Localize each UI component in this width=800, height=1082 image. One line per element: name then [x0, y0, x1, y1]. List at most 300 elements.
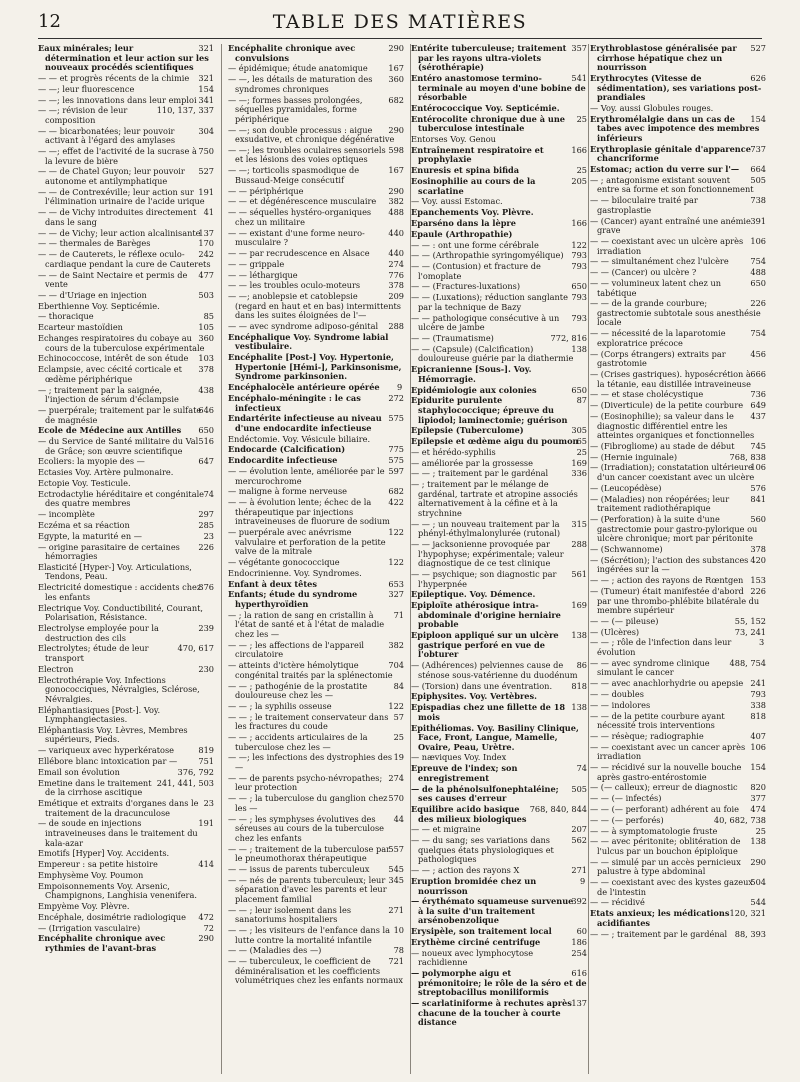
index-entry	[590, 484, 766, 494]
index-entry	[590, 576, 766, 586]
entry-page-ref: 138	[750, 836, 766, 847]
entry-page-ref: 25	[393, 732, 404, 743]
entry-page-ref: 290	[750, 856, 766, 867]
entry-page-ref: 71	[393, 609, 404, 620]
entry-text: Epreuve de l'index; son enregistrement	[411, 763, 518, 783]
index-entry	[411, 601, 587, 630]
entry-text: Electrique Voy. Conductibilité, Courant, Polarisation, Résistance.	[38, 602, 203, 623]
entry-page-ref: 438	[198, 384, 214, 395]
entry-page-ref: 321	[198, 44, 214, 53]
entry-text: Enfants; étude du syndrome hyperthyroïdien	[228, 589, 358, 610]
entry-page-ref: 138	[571, 702, 587, 713]
entry-text: Eberthienne Voy. Septicémie.	[38, 300, 160, 311]
entry-page-ref: 9	[397, 382, 403, 393]
entry-text: — — nés de parents tuberculeux; leur séparation d'avec les parents et leur placement familial	[228, 874, 387, 904]
entry-text: Epilepsie et œdème aigu du poumon	[411, 436, 579, 447]
index-entry	[411, 459, 587, 469]
index-entry	[590, 816, 766, 826]
entry-page-ref: 440	[388, 227, 404, 238]
index-entry	[38, 706, 214, 725]
index-entry	[228, 957, 404, 986]
entry-page-ref: 73, 241	[734, 626, 766, 637]
entry-text: Emetine dans le traitement de la cirrhose ascitique	[38, 777, 152, 798]
entry-page-ref: 19	[393, 752, 404, 763]
entry-text: — — ; traitement par le gardénal	[411, 468, 549, 479]
index-column-4	[590, 44, 766, 1074]
entry-text: — — thermales de Barèges	[38, 238, 151, 249]
index-entry	[411, 293, 587, 312]
entry-text: Endocardite infectieuse	[228, 455, 338, 466]
index-entry	[590, 690, 766, 700]
entry-page-ref: 3	[759, 637, 765, 648]
index-entry	[38, 167, 214, 186]
page-title: TABLE DES MATIÈRES	[272, 11, 528, 33]
entry-page-ref: 105	[198, 322, 214, 333]
entry-page-ref: 422	[388, 497, 404, 508]
entry-page-ref: 153	[750, 575, 766, 586]
entry-text: — — ; les affections de l'appareil circulatoire	[228, 639, 365, 660]
entry-page-ref: 841	[750, 493, 766, 504]
entry-text: — puerpérale avec anévrisme valvulaire et perforation de la petite valve de la mitrale	[228, 527, 386, 557]
entry-page-ref: 169	[571, 457, 587, 468]
index-entry	[590, 701, 766, 711]
entry-text: — améliorée par la grossesse	[411, 457, 533, 468]
index-entry	[590, 495, 766, 514]
entry-page-ref: 472	[198, 911, 214, 922]
entry-page-ref: 650	[571, 281, 587, 292]
index-entry	[590, 545, 766, 555]
entry-text: Electron	[38, 663, 74, 674]
entry-text: Encéphalite chronique avec convulsions	[228, 44, 356, 63]
index-entry	[411, 135, 587, 145]
entry-text: — — ; leur isolement dans les sanatoriums hospitaliers	[228, 904, 352, 925]
index-entry	[590, 909, 766, 928]
entry-text: — — récidivé	[590, 897, 645, 908]
index-entry	[590, 145, 766, 164]
entry-page-ref: 23	[203, 797, 214, 808]
index-entry	[590, 329, 766, 348]
entry-page-ref: 650	[198, 425, 214, 436]
index-entry	[411, 208, 587, 218]
entry-text: Email son évolution	[38, 766, 120, 777]
index-entry	[411, 877, 587, 896]
index-entry	[38, 291, 214, 301]
index-entry	[411, 345, 587, 364]
entry-text: — — ; traitement par le gardénal	[590, 928, 728, 939]
entry-text: — — de Contrexéville; leur action sur l'élimination urinaire de l'acide urique	[38, 186, 205, 207]
index-entry	[228, 353, 404, 382]
index-entry	[590, 453, 766, 463]
entry-page-ref: 649	[750, 400, 766, 411]
entry-text: Eosinophilie au cours de la scarlatine	[411, 176, 536, 196]
entry-text: — — : ont une forme cérébrale	[411, 239, 539, 250]
entry-text: Entérocolite chronique due à une tuberculose intestinale	[411, 113, 565, 134]
index-entry	[228, 865, 404, 875]
index-entry	[590, 44, 766, 73]
index-entry	[411, 365, 587, 384]
entry-text: — — et migraine	[411, 824, 481, 835]
index-entry	[228, 558, 404, 568]
entry-page-ref: 288	[571, 539, 587, 550]
index-entry	[590, 165, 766, 175]
index-entry	[38, 746, 214, 756]
entry-text: Epaule (Arthropathie)	[411, 228, 513, 239]
index-entry	[38, 106, 214, 125]
entry-text: Epidurite purulente staphylococcique; épreuve du lipiodol; laminectomie; guérison	[411, 395, 568, 425]
index-entry	[411, 938, 587, 948]
entry-page-ref: 754	[750, 256, 766, 267]
index-entry	[411, 115, 587, 134]
index-entry	[228, 569, 404, 579]
index-entry	[38, 934, 214, 953]
entry-text: Elasticité [Hyper-] Voy. Articulations, Tendons, Peau.	[38, 561, 192, 582]
entry-text: Encéphale, dosimétrie radiologique	[38, 911, 186, 922]
entry-page-ref: 137	[198, 227, 214, 238]
index-entry	[411, 764, 587, 783]
entry-page-ref: 274	[388, 258, 404, 269]
entry-page-ref: 378	[198, 364, 214, 375]
entry-text: Enfant à deux têtes	[228, 578, 317, 589]
entry-page-ref: 440	[388, 247, 404, 258]
entry-page-ref: 122	[388, 527, 404, 538]
entry-text: — — à symptomatologie fruste	[590, 825, 718, 836]
entry-text: — — pathologique consécutive à un ulcère de jambe	[411, 312, 560, 333]
index-columns	[38, 44, 766, 1074]
entry-text: Eaux minérales; leur détermination et leur action sur les nouveaux procédés scientifiques	[38, 44, 209, 73]
index-entry	[411, 166, 587, 176]
index-entry	[411, 724, 587, 753]
index-entry	[590, 878, 766, 897]
entry-page-ref: 25	[576, 446, 587, 457]
index-entry	[590, 412, 766, 441]
entry-page-ref: 154	[750, 113, 766, 124]
index-entry	[411, 74, 587, 103]
index-entry	[228, 661, 404, 680]
index-entry	[411, 520, 587, 539]
index-entry	[590, 74, 766, 103]
entry-text: — (Hernie inguinale)	[590, 451, 678, 462]
index-entry	[411, 251, 587, 261]
index-entry	[590, 827, 766, 837]
index-entry	[228, 44, 404, 63]
index-entry	[411, 866, 587, 876]
entry-text: — — séquelles hystéro-organiques chez un militaire	[228, 207, 372, 227]
entry-page-ref: 74	[576, 763, 587, 774]
index-entry	[228, 906, 404, 925]
index-entry	[590, 783, 766, 793]
index-entry	[411, 805, 587, 824]
entry-page-ref: 376, 792	[177, 766, 214, 777]
index-entry	[590, 279, 766, 298]
entry-page-ref: 85	[203, 311, 214, 322]
entry-page-ref: 793	[571, 292, 587, 303]
index-entry	[228, 926, 404, 945]
index-entry	[411, 480, 587, 518]
entry-text: — — ; le traitement conservateur dans les fractures du coude	[228, 711, 389, 732]
entry-page-ref: 44	[393, 813, 404, 824]
index-entry	[38, 490, 214, 509]
entry-text: — — psychique; son diagnostic par l'hyperpnée	[411, 569, 557, 589]
index-entry	[590, 115, 766, 144]
entry-page-ref: 505	[571, 783, 587, 794]
column-divider	[221, 44, 222, 1074]
index-entry	[411, 785, 587, 804]
entry-text: Empereur : sa petite histoire	[38, 859, 158, 870]
index-entry	[411, 334, 587, 344]
entry-page-ref: 72	[203, 922, 214, 933]
index-entry	[411, 927, 587, 937]
entry-page-ref: 527	[750, 44, 766, 53]
index-entry	[590, 743, 766, 762]
entry-page-ref: 167	[388, 165, 404, 176]
entry-page-ref: 666	[750, 369, 766, 379]
entry-text: — —; les troubles oculaires sensoriels et les lésions des voies optiques	[228, 144, 386, 165]
entry-text: — — indolores	[590, 699, 651, 710]
entry-text: — polymorphe aigu et prémonitoire; le rôle de la séro et de streptobacillus moniliformis	[411, 968, 587, 998]
entry-text: Epithéliomas. Voy. Basiliny Clinique, Face, Front, Langue, Mamelle, Ovaire, Peau, Urètre.	[411, 722, 579, 752]
column-divider	[588, 44, 589, 1074]
entry-text: Epicranienne [Sous-]. Voy. Hémorragie.	[411, 364, 532, 384]
index-entry	[38, 426, 214, 436]
entry-page-ref: 738	[750, 195, 766, 206]
entry-page-ref: 315	[571, 518, 587, 529]
entry-text: — — tuberculeux, le coefficient de déminéralisation et les coefficients volumétriques chez les enfants normaux	[228, 956, 403, 986]
entry-text: — —; torticolis spasmodique de Bussaud-Meige consécutif	[228, 165, 360, 185]
entry-text: Echinococcose, intérêt de son étude	[38, 353, 189, 364]
entry-text: — — ; la syphilis osseuse	[228, 700, 332, 711]
index-entry	[228, 845, 404, 864]
index-entry	[38, 437, 214, 456]
index-entry	[38, 860, 214, 870]
entry-text: — ; traitement par la saignée, l'injection de sérum d'éclampsie	[38, 384, 179, 405]
entry-page-ref: 378	[750, 543, 766, 554]
entry-page-ref: 239	[198, 623, 214, 633]
entry-text: — — (— pileuse)	[590, 615, 659, 626]
entry-text: — — (Fractures-luxations)	[411, 281, 521, 292]
entry-page-ref: 541	[571, 72, 587, 83]
entry-page-ref: 241, 441, 503	[156, 777, 214, 788]
index-entry	[38, 532, 214, 542]
entry-text: Ellébore blanc intoxication par —	[38, 756, 178, 767]
index-entry	[228, 281, 404, 291]
entry-text: — — ; la tuberculose du ganglion chez les —	[228, 793, 388, 813]
index-entry	[590, 268, 766, 278]
entry-text: — — avec anachlorhydrie ou apepsie	[590, 678, 744, 689]
index-entry	[38, 583, 214, 602]
entry-page-ref: 166	[571, 217, 587, 228]
entry-text: — — les troubles oculo-moteurs	[228, 280, 361, 291]
entry-text: Encéphalo-méningite : le cas infectieux	[228, 392, 361, 413]
entry-text: — — de Chatel Guyon; leur pouvoir autonome et antilymphatique	[38, 166, 185, 187]
entry-text: — ; antagonisme existant souvent entre sa forme et son fonctionnement	[590, 174, 754, 195]
entry-text: — — (Cancer) ou ulcère ?	[590, 267, 697, 278]
index-entry	[38, 510, 214, 520]
entry-text: Electrothérapie Voy. Infections gonococciques, Névralgies, Sclérose, Névralgies.	[38, 674, 200, 704]
entry-text: Electrolyse employée pour la destruction des cils	[38, 623, 159, 643]
entry-text: — —; leur fluorescence	[38, 83, 135, 94]
index-entry	[411, 230, 587, 240]
entry-page-ref: 65	[576, 436, 587, 447]
entry-page-ref: 437	[750, 410, 766, 421]
index-entry	[411, 897, 587, 926]
entry-page-ref: 338	[750, 699, 766, 710]
index-entry	[411, 219, 587, 229]
entry-text: — (— calleux); erreur de diagnostic	[590, 782, 738, 793]
entry-text: — — (— infectés)	[590, 793, 662, 804]
entry-text: — — nécessité de la laparotomie exploratrice précoce	[590, 328, 726, 348]
entry-page-ref: 420	[750, 554, 766, 565]
entry-text: — — léthargique	[228, 269, 298, 280]
entry-page-ref: 793	[571, 261, 587, 272]
entry-text: — —; son double processus : aigue exsudative, et chronique dégénérative	[228, 124, 395, 145]
index-entry	[411, 44, 587, 73]
entry-page-ref: 57	[393, 711, 404, 722]
index-entry	[411, 282, 587, 292]
entry-page-ref: 138	[571, 630, 587, 641]
entry-text: — — du sang; ses variations dans quelques états physiologiques et pathologiques	[411, 835, 554, 865]
index-entry	[590, 515, 766, 544]
entry-text: — —; les infections des dystrophies des —	[228, 752, 393, 773]
index-entry	[228, 96, 404, 125]
entry-page-ref: 616	[571, 968, 587, 979]
entry-page-ref: 382	[388, 639, 404, 650]
entry-text: — — coexistant avec un ulcère après irradiation	[590, 235, 744, 256]
entry-text: — — ; rôle de l'infection dans leur évolution	[590, 637, 732, 658]
entry-text: — (Crises gastriques). hyposécrétion à la tétanie, eau distillée intraveineuse	[590, 369, 751, 389]
entry-text: Erythromélalgie dans un cas de tabes avec impotence des membres inférieurs	[590, 113, 760, 143]
entry-page-ref: 561	[571, 569, 587, 580]
entry-page-ref: 736	[750, 389, 766, 400]
index-entry	[228, 187, 404, 197]
entry-text: Eczéma et sa réaction	[38, 519, 130, 530]
entry-text: — — récidivé sur la nouvelle bouche après gastro-entérostomie	[590, 762, 742, 782]
entry-text: — — grippale	[228, 258, 285, 269]
index-entry	[228, 146, 404, 165]
entry-text: — puerpérale; traitement par le sulfate de magnésie	[38, 404, 202, 425]
entry-page-ref: 544	[750, 897, 766, 908]
entry-text: — (Maladies) non réopérées; leur traitement radiothérapique	[590, 493, 730, 514]
entry-text: — (Corps étrangers) extraits par gastrotomie	[590, 348, 726, 369]
entry-page-ref: 86	[576, 660, 587, 671]
entry-page-ref: 575	[388, 413, 404, 424]
entry-page-ref: 106	[750, 235, 766, 246]
index-entry	[228, 445, 404, 455]
entry-page-ref: 820	[750, 782, 766, 793]
entry-text: — —, les détails de maturation des syndromes chroniques	[228, 74, 373, 94]
index-entry	[228, 876, 404, 905]
entry-page-ref: 575	[388, 455, 404, 466]
entry-page-ref: 122	[388, 557, 404, 568]
index-entry	[228, 713, 404, 732]
index-entry	[590, 104, 766, 114]
entry-text: Erythème circiné centrifuge	[411, 937, 541, 948]
index-entry	[228, 229, 404, 248]
entry-page-ref: 25	[576, 165, 587, 176]
entry-page-ref: 646	[198, 404, 214, 415]
entry-page-ref: 505	[750, 174, 766, 185]
entry-text: — noueux avec lymphocytose rachidienne	[411, 947, 534, 968]
index-entry	[590, 638, 766, 657]
entry-text: — — de la petite courbure ayant nécessité trois interventions	[590, 710, 725, 731]
index-entry	[411, 590, 587, 600]
entry-page-ref: 737	[750, 143, 766, 154]
entry-page-ref: 754	[750, 328, 766, 339]
index-entry	[38, 479, 214, 489]
entry-page-ref: 327	[388, 589, 404, 600]
entry-text: Epidémiologie aux colonies	[411, 384, 537, 395]
entry-text: Encéphalique Voy. Syndrome labial vestibulaire.	[228, 331, 389, 352]
entry-page-ref: 110, 137, 337	[156, 105, 214, 116]
index-entry	[590, 712, 766, 731]
entry-page-ref: 138	[571, 343, 587, 354]
entry-page-ref: 9	[580, 875, 586, 886]
entry-page-ref: 154	[198, 83, 214, 94]
index-entry	[411, 949, 587, 968]
index-entry	[590, 659, 766, 678]
entry-page-ref: 106	[750, 462, 766, 473]
index-entry	[590, 805, 766, 815]
entry-text: — — ; les visiteurs de l'enfance dans la lutte contre la mortalité infantile	[228, 925, 390, 945]
entry-text: — (Adhérences) pelviennes cause de sténose sous-vatérienne du duodénum	[411, 660, 578, 680]
entry-page-ref: 122	[388, 700, 404, 711]
entry-page-ref: 170	[198, 238, 214, 249]
index-entry	[411, 570, 587, 589]
entry-text: — — résèque; radiographie	[590, 730, 704, 741]
index-entry	[38, 871, 214, 881]
entry-text: — scarlatiniforme à rechutes après chacune de la toucher à courte distance	[411, 998, 572, 1028]
index-entry	[590, 794, 766, 804]
entry-text: Entéro anastomose termino-terminale au moyen d'une bobine de résorbable	[411, 72, 586, 103]
entry-text: — — d'Uriage en injection	[38, 289, 147, 300]
index-entry	[38, 644, 214, 663]
entry-page-ref: 25	[755, 825, 766, 836]
entry-text: — (Cancer) ayant entraîné une anémie grave	[590, 215, 751, 236]
index-entry	[38, 208, 214, 227]
index-entry	[411, 241, 587, 251]
entry-page-ref: 664	[750, 164, 766, 175]
entry-page-ref: 819	[198, 745, 214, 756]
index-entry	[38, 229, 214, 239]
entry-page-ref: 226	[750, 298, 766, 309]
entry-text: — — issus de parents tuberculeux	[228, 863, 370, 874]
index-entry	[38, 188, 214, 207]
entry-text: — érythémato squameuse survenue à la suite d'un traitement arsénobenzolique	[411, 896, 574, 926]
index-entry	[38, 768, 214, 778]
index-entry	[38, 849, 214, 859]
index-entry	[228, 702, 404, 712]
index-entry	[38, 604, 214, 623]
entry-text: — (Irrigation vasculaire)	[38, 922, 141, 933]
entry-page-ref: 470, 617	[177, 643, 214, 654]
index-entry	[228, 322, 404, 332]
entry-text: — — de parents psycho-névropathes; leur protection	[228, 772, 383, 793]
entry-text: — — à évolution lente; échec de la thérapeutique par injections intraveineuses de fluorure de sodium	[228, 497, 390, 527]
index-entry	[228, 166, 404, 185]
entry-text: Eléphantiasiques [Post-]. Voy. Lymphangiectasies.	[38, 704, 161, 725]
entry-text: — — (— perforant) adhérent au foie	[590, 804, 740, 814]
entry-page-ref: 360	[198, 333, 214, 343]
entry-text: Eclampsie, avec cécité corticale et œdème périphérique	[38, 364, 182, 384]
entry-text: — — de Vichy; leur action alcalinisante	[38, 227, 201, 238]
entry-page-ref: 775	[388, 444, 404, 455]
entry-text: — — évolution lente, améliorée par le mercurochrome	[228, 466, 385, 486]
entry-page-ref: 254	[571, 947, 587, 958]
index-entry	[38, 457, 214, 467]
index-entry	[590, 679, 766, 689]
entry-text: Eléphantiasis Voy. Lèvres, Membres supérieurs, Pieds.	[38, 724, 188, 745]
index-entry	[38, 354, 214, 364]
entry-page-ref: 290	[198, 933, 214, 944]
